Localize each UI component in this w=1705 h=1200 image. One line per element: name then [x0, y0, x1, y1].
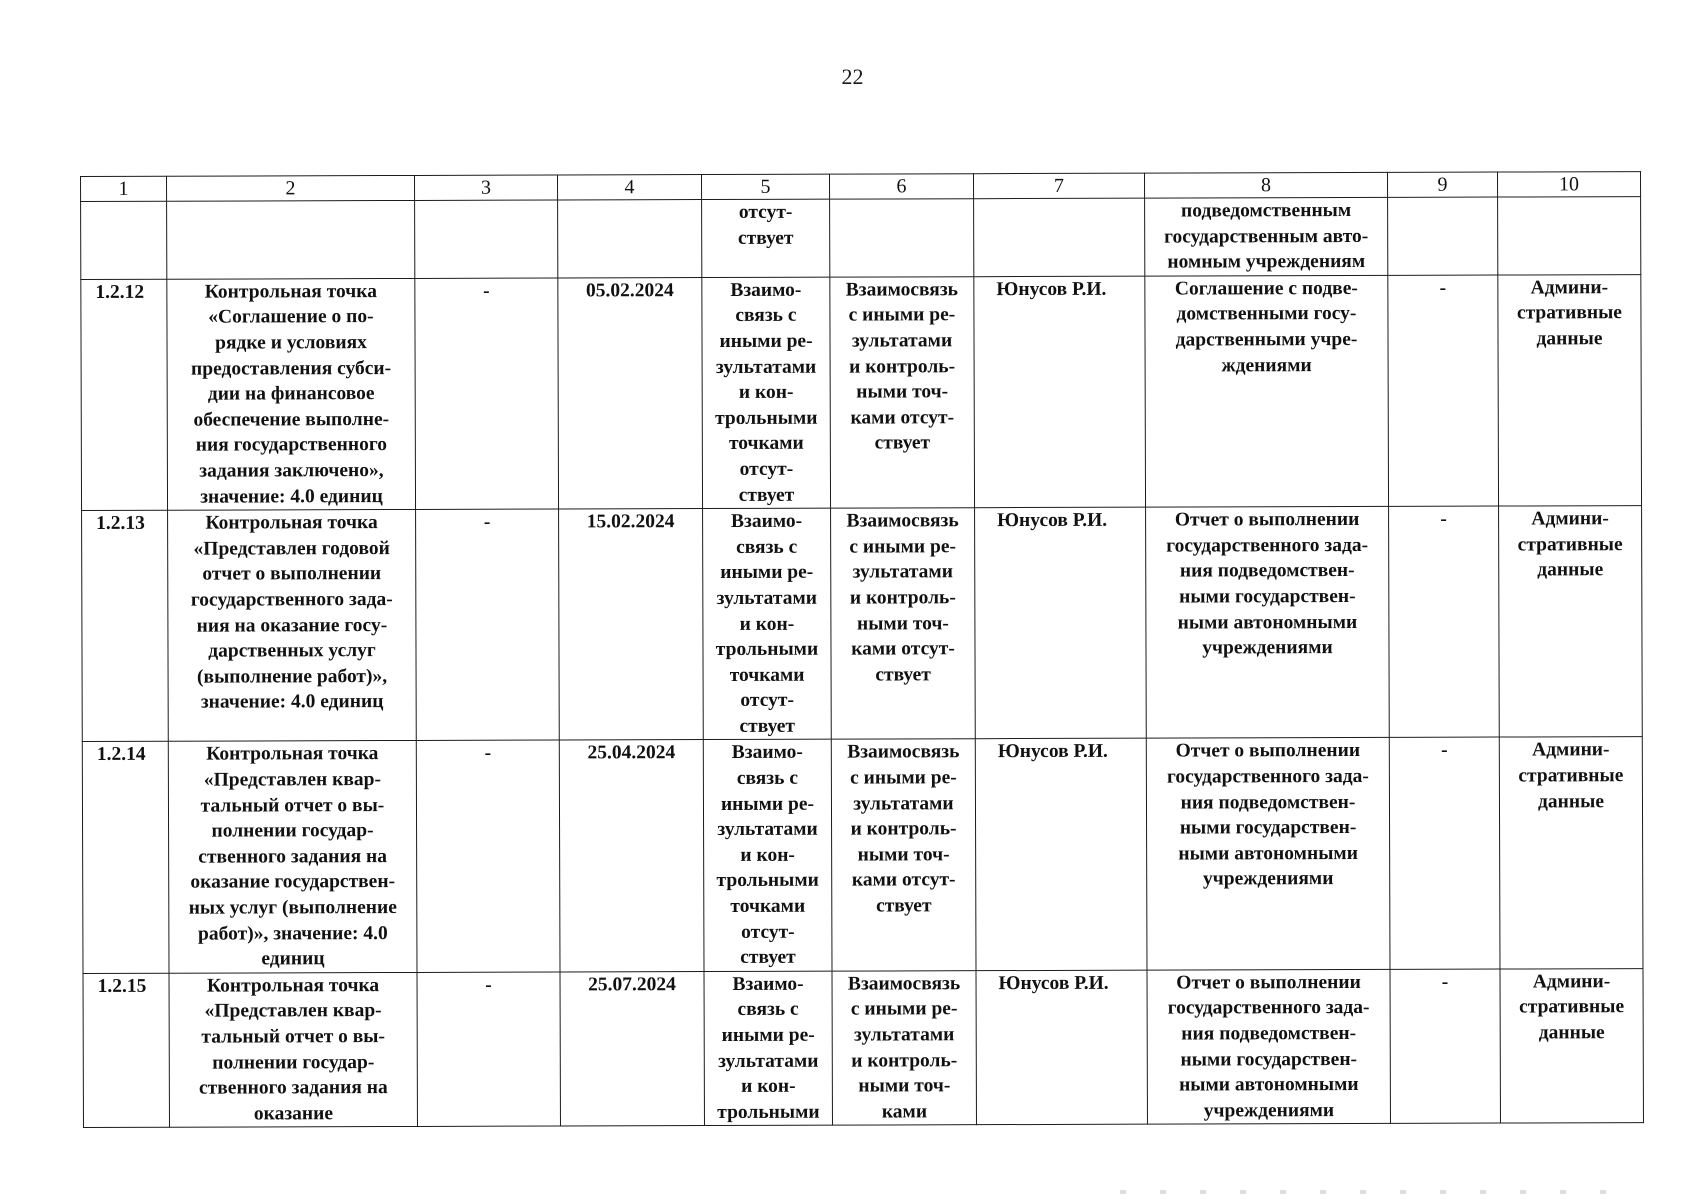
cell-name: Контрольная точка «Представлен годовой отчет о выполнении государственного зада- ния на оказание госу- дарственных услуг (выполнение работ)», значение: 4.0 единиц: [168, 510, 417, 742]
table-row: [82, 506, 1643, 742]
cell-number: 1.2.14: [82, 742, 169, 974]
cell-end-date: 25.04.2024: [559, 740, 704, 972]
column-header: 7: [973, 173, 1144, 199]
column-header: 8: [1144, 172, 1387, 198]
cell-responsible: Юнусов Р.И.: [975, 507, 1147, 739]
column-header: 3: [414, 175, 557, 200]
control-points-table: [80, 171, 1644, 1128]
cell-start-date: -: [417, 972, 560, 1127]
cell-successors: [830, 199, 974, 277]
cell-start-date: -: [416, 740, 560, 972]
cell-name: [167, 200, 415, 279]
column-header: 9: [1387, 172, 1497, 197]
cell-start-date: [415, 200, 558, 278]
table-body: [81, 197, 1644, 1128]
cell-document: подведомственным государственным авто- номным учреждениям: [1145, 197, 1388, 276]
cell-name: Контрольная точка «Соглашение о по- рядке и условиях предоставления субси- дии на финансовое обеспечение выполне- ния государственного задания заключено», значение: 4.0 единиц: [167, 278, 416, 510]
cell-col9: [1388, 197, 1498, 275]
cell-document: Отчет о выполнении государственного зада- ния подведомствен- ными государствен- ными автономными учреждениями: [1146, 738, 1390, 970]
cell-number: 1.2.12: [81, 279, 168, 511]
cell-predecessors: Взаимо- связь с иными ре- зультатами и кон- трольными точками отсут- ствует: [703, 508, 832, 740]
cell-end-date: 25.07.2024: [560, 971, 704, 1126]
cell-source: Админи- стративные данные: [1500, 968, 1643, 1123]
column-header: 6: [829, 174, 973, 199]
cell-successors: Взаимосвязь с иными ре- зультатами и контроль- ными точ- ками отсут- ствует: [830, 276, 975, 508]
cell-col9: -: [1390, 969, 1500, 1124]
cell-source: [1498, 197, 1641, 275]
cell-predecessors: Взаимо- связь с иными ре- зультатами и кон- трольными точками отсут- ствует: [703, 740, 832, 972]
cell-successors: Взаимосвязь с иными ре- зультатами и контроль- ными точ- ками: [832, 971, 976, 1126]
cell-number: 1.2.13: [82, 510, 169, 742]
cell-end-date: [558, 200, 702, 278]
cell-document: Соглашение с подве- домственными госу- дарственными учре- ждениями: [1145, 275, 1389, 507]
cell-col9: -: [1389, 738, 1500, 970]
cell-responsible: Юнусов Р.И.: [976, 970, 1147, 1125]
scan-artifact: [1120, 1190, 1620, 1194]
column-header: 2: [167, 175, 415, 201]
cell-predecessors: Взаимо- связь с иными ре- зультатами и кон- трольными точками отсут- ствует: [702, 277, 831, 509]
cell-responsible: Юнусов Р.И.: [975, 739, 1147, 971]
column-header: 10: [1497, 172, 1640, 197]
table-row: [83, 968, 1643, 1127]
table-row: [81, 274, 1642, 510]
cell-col9: -: [1388, 275, 1499, 507]
cell-end-date: 05.02.2024: [558, 277, 703, 509]
cell-successors: Взаимосвязь с иными ре- зультатами и контроль- ными точ- ками отсут- ствует: [831, 739, 976, 971]
cell-col9: -: [1389, 506, 1500, 738]
cell-name: Контрольная точка «Представлен квар- тальный отчет о вы- полнении государ- ственного задания на оказание: [169, 972, 417, 1127]
cell-source: Админи- стративные данные: [1498, 274, 1642, 506]
cell-successors: Взаимосвязь с иными ре- зультатами и контроль- ными точ- ками отсут- ствует: [831, 508, 976, 740]
cell-end-date: 15.02.2024: [559, 509, 704, 741]
cell-document: Отчет о выполнении государственного зада- ния подведомствен- ными государствен- ными автономными учреждениями: [1147, 969, 1390, 1124]
cell-document: Отчет о выполнении государственного зада- ния подведомствен- ными государствен- ными автономными учреждениями: [1146, 507, 1390, 739]
continuation-row: [81, 197, 1641, 280]
cell-responsible: Юнусов Р.И.: [974, 276, 1146, 508]
cell-start-date: -: [415, 278, 559, 510]
cell-start-date: -: [416, 509, 560, 741]
cell-predecessors: отсут- ствует: [702, 199, 830, 277]
cell-number: 1.2.15: [83, 973, 169, 1128]
column-header: 1: [81, 176, 167, 201]
cell-source: Админи- стративные данные: [1499, 506, 1643, 738]
cell-source: Админи- стративные данные: [1499, 737, 1643, 969]
cell-responsible: [974, 198, 1145, 276]
cell-name: Контрольная точка «Представлен квар- тальный отчет о вы- полнении государ- ственного задания на оказание государствен- ных услуг (выполнение работ)», значение: 4.0 единиц: [168, 741, 417, 973]
table-row: [82, 737, 1643, 973]
cell-number: [81, 201, 167, 279]
page-number: 22: [841, 64, 864, 89]
column-header: 5: [701, 174, 829, 199]
cell-predecessors: Взаимо- связь с иными ре- зультатами и кон- трольными: [704, 971, 832, 1126]
column-header: 4: [557, 175, 701, 200]
